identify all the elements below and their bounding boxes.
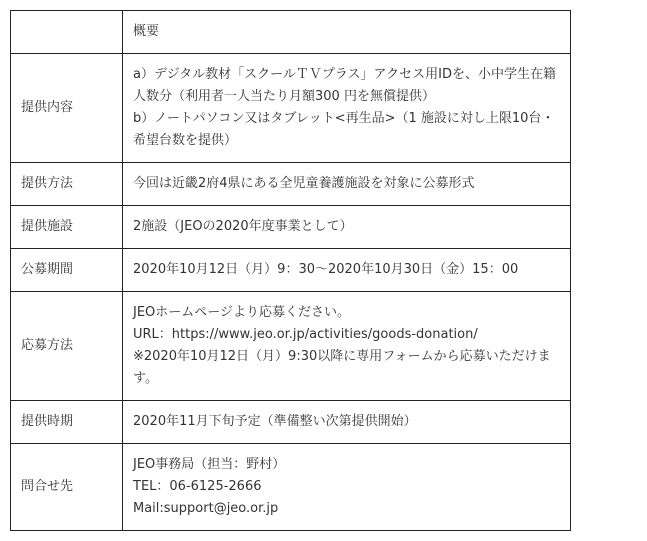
- row-label: 提供内容: [11, 54, 123, 163]
- value-line: a）デジタル教材「スクールＴＶプラス」アクセス用IDを、小中学生在籍人数分（利用者一人当たり月額300 円を無償提供）: [133, 67, 556, 104]
- value-line: 2020年10月12日（月）9：30〜2020年10月30日（金）15：00: [133, 262, 519, 277]
- value-line: 2施設（JEOの2020年度事業として）: [133, 219, 353, 234]
- row-label: 応募方法: [11, 292, 123, 401]
- value-line: 2020年11月下旬予定（準備整い次第提供開始）: [133, 414, 417, 429]
- value-line: ※2020年10月12日（月）9:30以降に専用フォームから応募いただけます。: [133, 349, 551, 386]
- row-label: 提供施設: [11, 206, 123, 249]
- contact-phone: TEL：06-6125-2666: [133, 479, 262, 494]
- table-row: [11, 249, 571, 292]
- row-label: 公募期間: [11, 249, 123, 292]
- row-value: [123, 444, 571, 531]
- row-value: [123, 163, 571, 206]
- row-value: [123, 206, 571, 249]
- value-line: 今回は近畿2府4県にある全児童養護施設を対象に公募形式: [133, 176, 475, 191]
- table-row: [11, 206, 571, 249]
- header-label-cell: [11, 11, 123, 54]
- row-label: 問合せ先: [11, 444, 123, 531]
- table-row: [11, 444, 571, 531]
- table-row: [11, 163, 571, 206]
- value-line: b）ノートパソコン又はタブレット<再生品>（1 施設に対し上限10台・希望台数を提供）: [133, 111, 555, 148]
- table-row: [11, 54, 571, 163]
- contact-email: Mail:support@jeo.or.jp: [133, 501, 279, 516]
- row-value: [123, 401, 571, 444]
- row-label: 提供方法: [11, 163, 123, 206]
- table-row: [11, 292, 571, 401]
- contact-name: JEO事務局（担当：野村）: [133, 457, 286, 472]
- table-header-row: [11, 11, 571, 54]
- row-value: [123, 292, 571, 401]
- url-text: URL：https://www.jeo.or.jp/activities/goods-donation/: [133, 327, 478, 342]
- info-table: [10, 10, 571, 531]
- value-line: JEOホームページより応募ください。: [133, 305, 351, 320]
- row-label: 提供時期: [11, 401, 123, 444]
- row-value: [123, 54, 571, 163]
- table-row: [11, 401, 571, 444]
- row-value: [123, 249, 571, 292]
- header-value-cell: 概要: [123, 11, 571, 54]
